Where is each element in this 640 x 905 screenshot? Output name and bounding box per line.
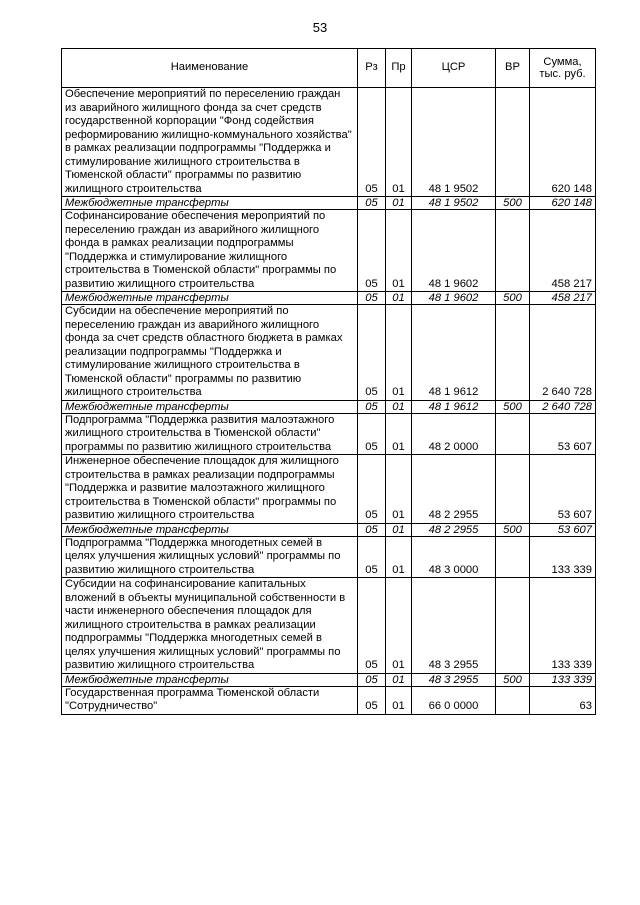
cell-csr: 48 2 2955 — [412, 523, 496, 536]
cell-vr — [496, 305, 530, 401]
cell-rz: 05 — [358, 413, 386, 455]
cell-csr: 48 3 2955 — [412, 578, 496, 674]
table-row-transfer — [62, 523, 596, 536]
cell-name: Межбюджетные трансферты — [62, 523, 358, 536]
cell-rz: 05 — [358, 578, 386, 674]
cell-vr — [496, 88, 530, 197]
budget-table — [61, 48, 596, 715]
cell-pr: 01 — [386, 292, 412, 305]
cell-name: Межбюджетные трансферты — [62, 292, 358, 305]
table-row-transfer — [62, 292, 596, 305]
cell-name: Государственная программа Тюменской области "Сотрудничество" — [62, 686, 358, 714]
cell-sum: 458 217 — [530, 292, 596, 305]
cell-name: Межбюджетные трансферты — [62, 197, 358, 210]
cell-sum: 133 339 — [530, 673, 596, 686]
cell-csr: 48 2 0000 — [412, 413, 496, 455]
cell-rz: 05 — [358, 523, 386, 536]
cell-vr — [496, 686, 530, 714]
cell-sum: 53 607 — [530, 455, 596, 524]
cell-sum: 53 607 — [530, 413, 596, 455]
cell-rz: 05 — [358, 536, 386, 578]
cell-vr — [496, 536, 530, 578]
cell-csr: 48 3 0000 — [412, 536, 496, 578]
cell-vr: 500 — [496, 673, 530, 686]
table-row — [62, 455, 596, 524]
cell-rz: 05 — [358, 673, 386, 686]
table-row — [62, 305, 596, 401]
cell-vr — [496, 413, 530, 455]
cell-vr: 500 — [496, 292, 530, 305]
cell-vr — [496, 210, 530, 292]
cell-csr: 48 1 9602 — [412, 210, 496, 292]
cell-csr: 48 1 9612 — [412, 305, 496, 401]
cell-sum: 2 640 728 — [530, 400, 596, 413]
cell-sum: 620 148 — [530, 88, 596, 197]
cell-name: Подпрограмма "Поддержка многодетных семей в целях улучшения жилищных условий" программы по развитию жилищного строительства — [62, 536, 358, 578]
table-row — [62, 686, 596, 714]
cell-sum: 133 339 — [530, 578, 596, 674]
cell-pr: 01 — [386, 455, 412, 524]
cell-name: Подпрограмма "Поддержка развития малоэтажного жилищного строительства в Тюменской области" программы по развитию жилищного строительства — [62, 413, 358, 455]
cell-rz: 05 — [358, 210, 386, 292]
cell-rz: 05 — [358, 88, 386, 197]
table-row — [62, 578, 596, 674]
cell-name: Софинансирование обеспечения мероприятий по переселению граждан из аварийного жилищного фонда в рамках реализации подпрограммы "Поддержка и стимулирование жилищного строительства в Тюменской области" программы по развитию жилищного строительства — [62, 210, 358, 292]
cell-csr: 66 0 0000 — [412, 686, 496, 714]
header-sum: Сумма, тыс. руб. — [530, 49, 596, 88]
cell-rz: 05 — [358, 305, 386, 401]
cell-csr: 48 3 2955 — [412, 673, 496, 686]
cell-rz: 05 — [358, 292, 386, 305]
cell-rz: 05 — [358, 400, 386, 413]
cell-sum: 2 640 728 — [530, 305, 596, 401]
cell-name: Обеспечение мероприятий по переселению граждан из аварийного жилищного фонда за счет средств государственной корпорации "Фонд содействия реформированию жилищно-коммунального хозяйства" в рамках реализации подпрограммы "Поддержка и стимулирование жилищного строительства в Тюменской области" программы по развитию жилищного строительства — [62, 88, 358, 197]
cell-sum: 133 339 — [530, 536, 596, 578]
cell-pr: 01 — [386, 686, 412, 714]
cell-pr: 01 — [386, 88, 412, 197]
table-row — [62, 536, 596, 578]
cell-pr: 01 — [386, 413, 412, 455]
cell-sum: 620 148 — [530, 197, 596, 210]
cell-name: Субсидии на софинансирование капитальных вложений в объекты муниципальной собственности в части инженерного обеспечения площадок для жилищного строительства в рамках реализации подпрограммы "Поддержка многодетных семей в целях улучшения жилищных условий" программы по развитию жилищного строительства — [62, 578, 358, 674]
cell-name: Субсидии на обеспечение мероприятий по переселению граждан из аварийного жилищного фонда за счет средств областного бюджета в рамках реализации подпрограммы "Поддержка и стимулирование жилищного строительства в Тюменской области" программы по развитию жилищного строительства — [62, 305, 358, 401]
cell-vr: 500 — [496, 400, 530, 413]
header-rz: Рз — [358, 49, 386, 88]
cell-csr: 48 1 9502 — [412, 88, 496, 197]
cell-pr: 01 — [386, 536, 412, 578]
cell-name: Межбюджетные трансферты — [62, 400, 358, 413]
cell-pr: 01 — [386, 673, 412, 686]
table-header-row — [62, 49, 596, 88]
cell-sum: 63 — [530, 686, 596, 714]
header-csr: ЦСР — [412, 49, 496, 88]
cell-rz: 05 — [358, 197, 386, 210]
cell-sum: 458 217 — [530, 210, 596, 292]
table-row — [62, 413, 596, 455]
table-row — [62, 88, 596, 197]
cell-pr: 01 — [386, 578, 412, 674]
cell-csr: 48 1 9602 — [412, 292, 496, 305]
cell-pr: 01 — [386, 400, 412, 413]
cell-sum: 53 607 — [530, 523, 596, 536]
cell-rz: 05 — [358, 686, 386, 714]
table-row-transfer — [62, 400, 596, 413]
cell-csr: 48 2 2955 — [412, 455, 496, 524]
cell-name: Межбюджетные трансферты — [62, 673, 358, 686]
cell-pr: 01 — [386, 210, 412, 292]
cell-vr — [496, 578, 530, 674]
table-row-transfer — [62, 673, 596, 686]
cell-csr: 48 1 9502 — [412, 197, 496, 210]
table-row-transfer — [62, 197, 596, 210]
cell-rz: 05 — [358, 455, 386, 524]
cell-vr: 500 — [496, 197, 530, 210]
cell-csr: 48 1 9612 — [412, 400, 496, 413]
cell-name: Инженерное обеспечение площадок для жилищного строительства в рамках реализации подпрограммы "Поддержка и развитие малоэтажного жилищного строительства в Тюменской области" программы по развитию жилищного строительства — [62, 455, 358, 524]
page-number: 53 — [312, 20, 328, 35]
cell-pr: 01 — [386, 305, 412, 401]
header-name: Наименование — [62, 49, 358, 88]
cell-pr: 01 — [386, 523, 412, 536]
cell-vr: 500 — [496, 523, 530, 536]
cell-pr: 01 — [386, 197, 412, 210]
cell-vr — [496, 455, 530, 524]
header-vr: ВР — [496, 49, 530, 88]
table-row — [62, 210, 596, 292]
header-pr: Пр — [386, 49, 412, 88]
